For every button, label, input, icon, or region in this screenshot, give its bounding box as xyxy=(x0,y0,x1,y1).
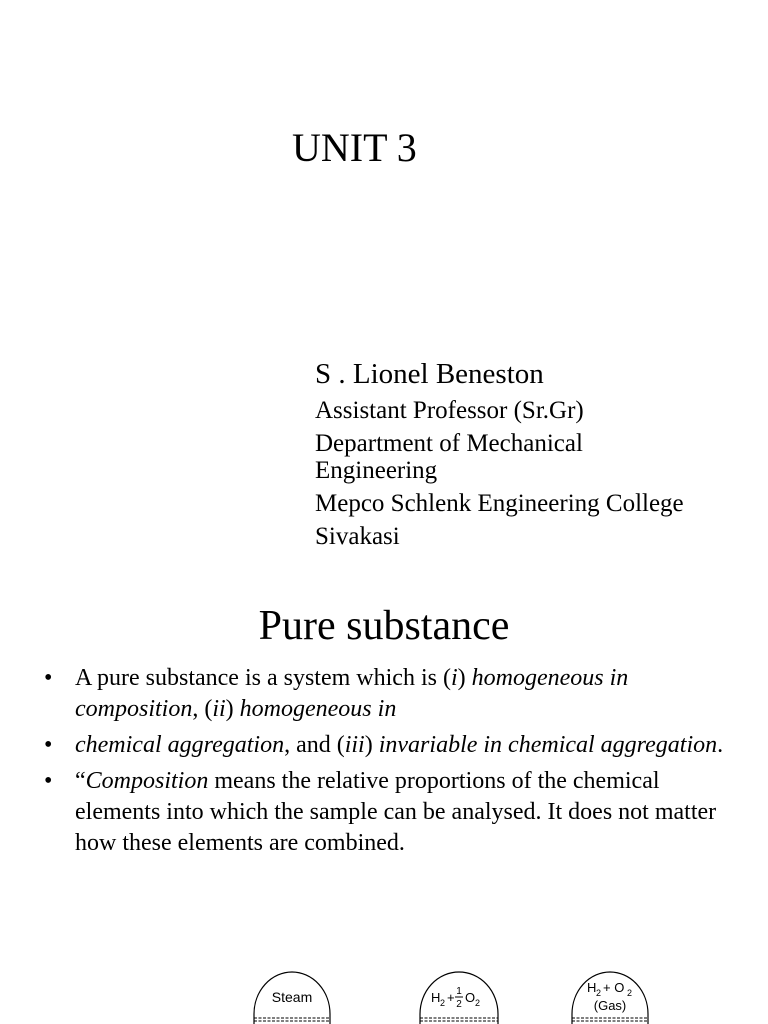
vessel-h2-half-o2 xyxy=(418,968,500,1024)
bullet-text: “ xyxy=(75,768,86,794)
vessel-label-frac-den: 2 xyxy=(456,999,462,1010)
bullet-text: . xyxy=(717,732,724,758)
bullet-text-italic: invariable in chemical aggregation xyxy=(378,732,718,758)
vessel-label-frac-num: 1 xyxy=(456,986,462,997)
vessel-label: Steam xyxy=(271,989,313,1005)
bullet-item xyxy=(44,730,724,761)
bullet-text: A pure substance is a system which is ( xyxy=(75,665,451,691)
bullet-text-italic: homogeneous in xyxy=(239,696,397,722)
bullet-text-italic: ii xyxy=(212,696,226,722)
vessel-label-plus: + xyxy=(447,990,455,1005)
vessel-label-o: O xyxy=(465,990,476,1005)
author-position: Assistant Professor (Sr.Gr) xyxy=(315,397,584,424)
slide-title: Pure substance xyxy=(258,603,510,649)
unit-title: UNIT 3 xyxy=(292,125,417,170)
vessel-h2-half-o2-drawing xyxy=(418,968,500,1024)
bullet-text: means the relative proportions of the chemical elements into which the sample can be analysed. It does not matter how these elements are combined. xyxy=(75,768,717,856)
bullet-item xyxy=(44,766,724,859)
bullet-text: , ( xyxy=(192,696,213,722)
vessel-label-sub: 2 xyxy=(596,988,602,998)
bullet-text: ) xyxy=(225,696,240,722)
bullet-text-italic: Composition xyxy=(85,768,209,794)
vessel-label-sub: 2 xyxy=(475,998,481,1008)
author-name: S . Lionel Beneston xyxy=(315,358,544,390)
bullet-marker: • xyxy=(44,732,53,758)
vessel-steam-drawing xyxy=(252,968,332,1024)
vessel-label-plus-o: + O xyxy=(603,980,625,995)
author-department: Department of Mechanical Engineering xyxy=(315,430,583,484)
bullet-item xyxy=(44,663,724,725)
vessel-steam xyxy=(252,968,332,1024)
vessel-label-h: H xyxy=(431,990,441,1005)
bullet-text: , and ( xyxy=(284,732,345,758)
bullet-text: ) xyxy=(457,665,472,691)
bullet-text: ) xyxy=(364,732,379,758)
vessel-label-sub: 2 xyxy=(627,988,633,998)
bullet-list xyxy=(44,663,724,864)
vessel-label-h: H xyxy=(587,980,597,995)
vessel-label-gas: (Gas) xyxy=(593,998,627,1013)
bullet-marker: • xyxy=(44,665,53,691)
vessel-h2-o2-gas xyxy=(570,968,650,1024)
bullet-marker: • xyxy=(44,768,53,794)
vessel-h2-o2-gas-drawing xyxy=(570,968,650,1024)
vessel-label-sub: 2 xyxy=(440,998,446,1008)
author-city: Sivakasi xyxy=(315,523,400,550)
bullet-text-italic: homogeneous in composition xyxy=(75,665,629,722)
bullet-text-italic: iii xyxy=(344,732,365,758)
bullet-text-italic: i xyxy=(450,665,458,691)
bullet-text-italic: chemical aggregation xyxy=(75,732,285,758)
author-college: Mepco Schlenk Engineering College xyxy=(315,490,684,517)
